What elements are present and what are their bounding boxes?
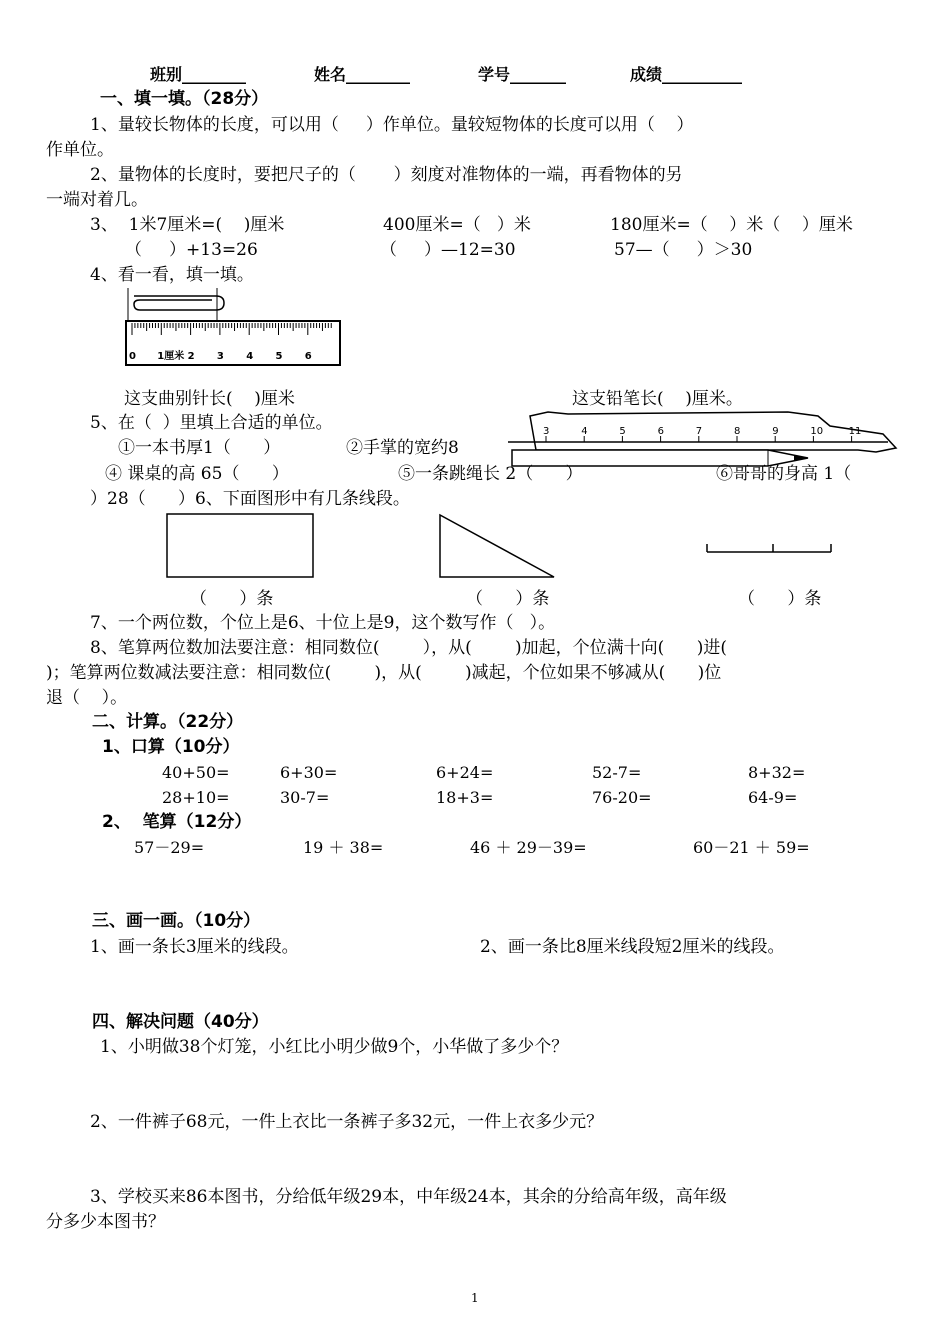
written-calc-item: 19 ＋ 38= — [303, 838, 384, 857]
q5-prompt: 5、在（ ）里填上合适的单位。 — [90, 413, 333, 433]
oral-calc-item: 64-9= — [748, 788, 798, 807]
q4-pencil-answer: 这支铅笔长( )厘米。 — [572, 389, 743, 409]
oral-calc-item: 6+30= — [280, 763, 338, 782]
ruler-tick-label: 9 — [772, 426, 779, 437]
ruler-tick-label: 11 — [848, 426, 862, 437]
q1-line1: 1、量较长物体的长度，可以用（ ）作单位。量较短物体的长度可以用（ ） — [90, 115, 694, 135]
ruler-tick-label: 5 — [619, 426, 626, 437]
oral-calc-item: 18+3= — [436, 788, 494, 807]
ruler-tick-label: 2 — [187, 351, 195, 362]
q6-rectangle-answer: （ ）条 — [190, 589, 274, 609]
section4-title: 四、解决问题（40分） — [92, 1012, 269, 1032]
oral-calc-item: 30-7= — [280, 788, 330, 807]
q3-item-a: 3、 1米7厘米=( )厘米 — [90, 215, 285, 235]
ruler-tick-label: 7 — [695, 426, 703, 437]
ruler-tick-label: 4 — [581, 426, 588, 437]
oral-calc-item: 8+32= — [748, 763, 806, 782]
q4-prompt: 4、看一看，填一填。 — [90, 265, 254, 285]
q2-line1: 2、量物体的长度时，要把尺子的（ ）刻度对准物体的一端，再看物体的另 — [90, 165, 683, 185]
ruler-tick-label: 4 — [246, 351, 254, 362]
q1-line2: 作单位。 — [46, 140, 114, 160]
ruler-tick-label: 3 — [543, 426, 550, 437]
oral-calc-item: 52-7= — [592, 763, 642, 782]
q7: 7、一个两位数，个位上是6、十位上是9，这个数写作（ ）。 — [90, 613, 556, 633]
segment-shape — [705, 540, 835, 560]
section1-title: 一、填一填。（28分） — [100, 89, 269, 109]
ruler-tick-label: 0 — [129, 351, 136, 362]
q2-line2: 一端对着几。 — [46, 190, 148, 210]
q6-triangle-answer: （ ）条 — [466, 589, 550, 609]
ruler-tick-label: 6 — [657, 426, 664, 437]
draw-q2: 2、画一条比8厘米线段短2厘米的线段。 — [480, 937, 785, 957]
written-calc-item: 60－21 ＋ 59= — [693, 838, 810, 857]
q4-paperclip-answer: 这支曲别针长( )厘米 — [124, 389, 295, 409]
ruler-paperclip-figure — [124, 288, 344, 368]
student-number-field[interactable]: 学号_______ — [478, 65, 567, 84]
problem-1: 1、小明做38个灯笼，小红比小明少做9个，小华做了多少个？ — [100, 1037, 569, 1057]
oral-calc-item: 6+24= — [436, 763, 494, 782]
q3-item-c: 180厘米=（ ）米（ ）厘米 — [610, 215, 853, 235]
q5-item-1: ①一本书厚1（ ） — [118, 438, 281, 458]
triangle-shape — [438, 513, 558, 579]
q3-item-e: （ ）—12=30 — [380, 240, 516, 260]
rectangle-shape — [166, 513, 316, 579]
q6-segment-answer: （ ）条 — [738, 589, 822, 609]
written-calc-title: 2、 笔算（12分） — [102, 812, 252, 832]
problem-3-line1: 3、学校买来86本图书，分给低年级29本，中年级24本，其余的分给高年级，高年级 — [90, 1187, 727, 1207]
q3-item-f: 57—（ ）＞30 — [614, 240, 753, 260]
q5-item-5: ⑤一条跳绳长 2（ ） — [398, 464, 583, 484]
ruler-tick-label: 6 — [304, 351, 312, 362]
q5-item-2: ②手掌的宽约8 — [346, 438, 459, 458]
problem-3-line2: 分多少本图书？ — [46, 1212, 165, 1232]
section2-title: 二、计算。（22分） — [92, 712, 244, 732]
class-field[interactable]: 班别________ — [150, 65, 247, 84]
ruler-tick-label: 1厘米 — [157, 351, 185, 362]
oral-calc-item: 28+10= — [162, 788, 230, 807]
written-calc-item: 46 ＋ 29－39= — [470, 838, 587, 857]
q5-item-6: ⑥哥哥的身高 1（ — [716, 464, 852, 484]
problem-2: 2、一件裤子68元，一件上衣比一条裤子多32元，一件上衣多少元？ — [90, 1112, 604, 1132]
oral-calc-item: 40+50= — [162, 763, 230, 782]
ruler-tick-label: 8 — [734, 426, 741, 437]
draw-q1: 1、画一条长3厘米的线段。 — [90, 937, 299, 957]
name-field[interactable]: 姓名________ — [314, 65, 411, 84]
ruler-tick-label: 3 — [216, 351, 224, 362]
q8-line2: )；笔算两位数减法要注意：相同数位( )，从( )减起，个位如果不够减从( )位 — [46, 663, 722, 683]
q8-line3: 退（ ）。 — [46, 688, 128, 708]
paperclip-icon — [134, 296, 224, 310]
oral-calc-item: 76-20= — [592, 788, 652, 807]
q3-item-b: 400厘米=（ ）米 — [383, 215, 531, 235]
q8-line1: 8、笔算两位数加法要注意：相同数位( ），从( )加起，个位满十向( )进( — [90, 638, 727, 658]
page-number: 1 — [471, 1291, 479, 1305]
q5-tail-q6-prompt: ）28（ ）6、下面图形中有几条线段。 — [90, 489, 410, 509]
q3-item-d: （ ）+13=26 — [125, 240, 258, 260]
oral-calc-title: 1、口算（10分） — [102, 737, 240, 757]
section3-title: 三、画一画。（10分） — [92, 911, 261, 931]
q5-item-4: ④ 课桌的高 65（ ） — [105, 464, 289, 484]
ruler-tick-label: 10 — [810, 426, 824, 437]
written-calc-item: 57－29= — [134, 838, 205, 857]
ruler-tick-label: 5 — [275, 351, 283, 362]
score-field[interactable]: 成绩__________ — [630, 65, 743, 84]
